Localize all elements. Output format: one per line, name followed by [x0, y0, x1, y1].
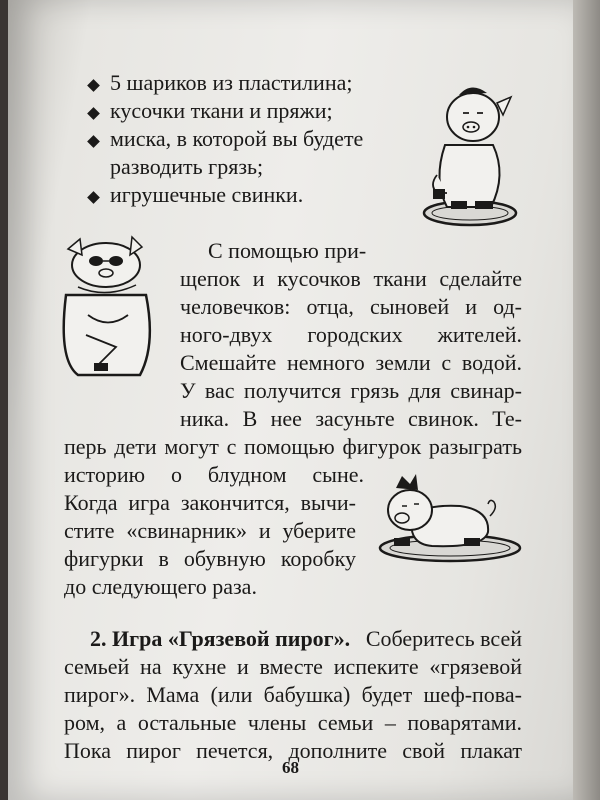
pig-sitting-icon	[415, 75, 525, 245]
paragraph-line: до следующего раза.	[64, 574, 257, 599]
bullet-item: миска, в которой вы будете	[110, 126, 364, 151]
paragraph-line: перь дети могут с помощью фигурок разыграть	[64, 434, 522, 459]
paragraph-line: У вас получится грязь для свинар-	[180, 378, 522, 403]
paragraph-line: фигурки в обувную коробку	[64, 546, 356, 571]
paragraph-line: С помощью при-	[208, 238, 367, 263]
section-line: ром, а остальные члены семьи – поварятами.	[64, 710, 522, 735]
paragraph-line: ного-двух городских жителей.	[180, 322, 522, 347]
next-page-edge	[573, 0, 600, 800]
bullet-item: кусочки ткани и пряжи;	[110, 98, 333, 123]
section-line: Пока пирог печется, дополните свой плакат	[64, 738, 522, 763]
page-number: 68	[282, 758, 299, 777]
paragraph-line: щепок и кусочков ткани сделайте	[180, 266, 522, 291]
pig-with-sunglasses-icon	[58, 235, 158, 385]
paragraph-line: Смешайте немного земли с водой.	[180, 350, 522, 375]
bullet-item-continuation: разводить грязь;	[110, 154, 264, 179]
section-first-line	[90, 626, 522, 652]
pig-with-bow-icon	[372, 468, 522, 568]
paragraph-line: ника. В нее засуньте свинок. Те-	[180, 406, 522, 431]
paragraph-line: стите «свинарник» и уберите	[64, 518, 356, 543]
bullet-item: игрушечные свинки.	[110, 182, 304, 207]
paragraph-line: человечков: отца, сыновей и од-	[180, 294, 522, 319]
section-line: пирог». Мама (или бабушка) будет шеф-пова-	[64, 682, 522, 707]
bullet-item: 5 шариков из пластилина;	[110, 70, 353, 95]
section-first-line-text: Соберитесь всей	[365, 626, 522, 651]
section-heading: 2. Игра «Грязевой пирог».	[90, 626, 351, 651]
paragraph-line: историю о блудном сыне.	[64, 462, 364, 487]
paragraph-line: Когда игра закончится, вычи-	[64, 490, 356, 515]
section-line: семьей на кухне и вместе испеките «грязевой	[64, 654, 522, 679]
